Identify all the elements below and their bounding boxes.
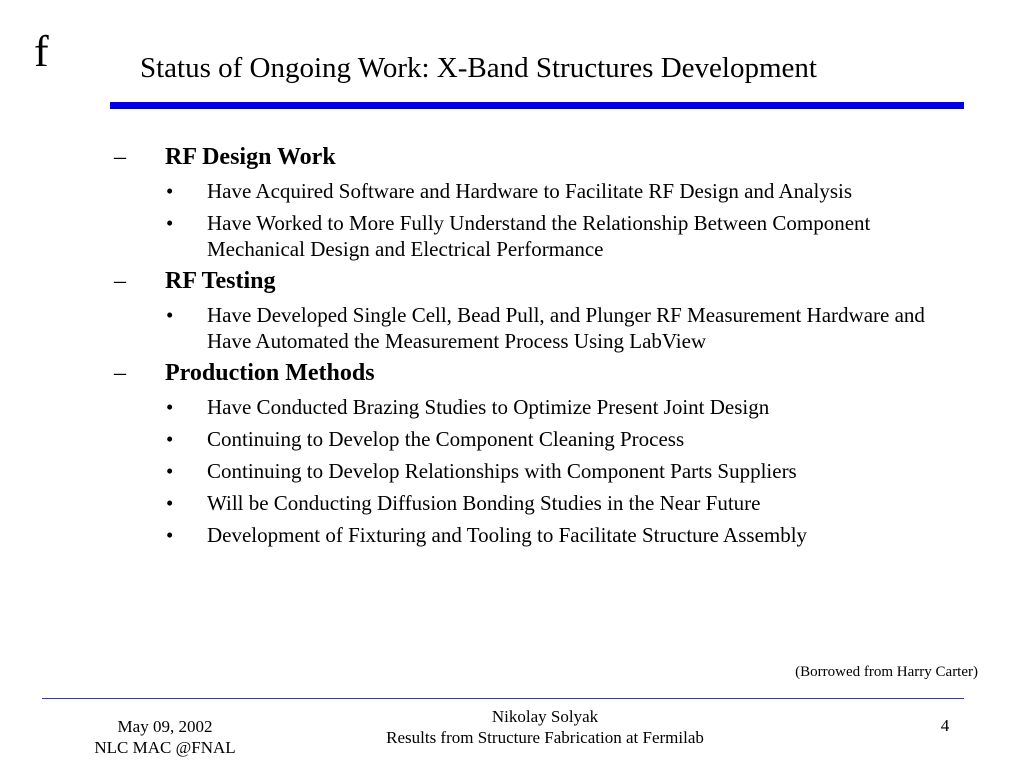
footer-center — [330, 706, 760, 748]
bullet-text: Continuing to Develop Relationships with Component Parts Suppliers — [207, 459, 797, 483]
bullet-dot: • — [166, 211, 174, 235]
section-rf-design-work — [112, 142, 972, 262]
bullet-dot: • — [166, 491, 174, 515]
bullet-item — [112, 302, 972, 354]
footer-author: Nikolay Solyak — [491, 707, 599, 726]
footer-left — [60, 716, 270, 758]
title-underline — [110, 102, 964, 109]
bullet-item — [112, 490, 972, 516]
bullet-dot: • — [166, 427, 174, 451]
bullet-dot: • — [166, 459, 174, 483]
bullet-dot: • — [166, 303, 174, 327]
footer-divider — [42, 698, 964, 699]
bullet-dot: • — [166, 523, 174, 547]
section-rf-testing — [112, 266, 972, 354]
bullet-item — [112, 458, 972, 484]
slide-title: Status of Ongoing Work: X-Band Structures Development — [140, 52, 817, 84]
bullet-item — [112, 522, 972, 548]
section-heading — [112, 358, 972, 388]
bullet-text: Continuing to Develop the Component Cleaning Process — [207, 427, 685, 451]
section-production-methods — [112, 358, 972, 548]
dash-marker: – — [114, 144, 126, 170]
bullet-item — [112, 178, 972, 204]
bullet-item — [112, 394, 972, 420]
bullet-text: Development of Fixturing and Tooling to Facilitate Structure Assembly — [207, 523, 808, 547]
bullet-dot: • — [166, 179, 174, 203]
bullet-dot: • — [166, 395, 174, 419]
section-heading — [112, 266, 972, 296]
bullet-item — [112, 210, 972, 262]
section-heading-text: RF Testing — [165, 268, 276, 294]
dash-marker: – — [114, 268, 126, 294]
slide-content — [112, 142, 972, 552]
bullet-text: Have Conducted Brazing Studies to Optimize Present Joint Design — [207, 395, 770, 419]
page-number: 4 — [940, 716, 950, 735]
section-heading — [112, 142, 972, 172]
dash-marker: – — [114, 360, 126, 386]
bullet-text: Have Acquired Software and Hardware to Facilitate RF Design and Analysis — [207, 179, 853, 203]
bullet-text: Have Worked to More Fully Understand the Relationship Between Component Mechanical Design and Electrical Performance — [207, 211, 871, 261]
section-heading-text: RF Design Work — [165, 144, 336, 170]
bullet-item — [112, 426, 972, 452]
footer-venue: NLC MAC @FNAL — [94, 738, 236, 757]
footer-date: May 09, 2002 — [117, 717, 213, 736]
footer-talk-title: Results from Structure Fabrication at Fermilab — [386, 728, 704, 747]
fermilab-logo: f — [34, 27, 49, 76]
section-heading-text: Production Methods — [165, 360, 375, 386]
credit-note: (Borrowed from Harry Carter) — [795, 664, 978, 680]
bullet-text: Have Developed Single Cell, Bead Pull, and Plunger RF Measurement Hardware and Have Automated the Measurement Process Using LabView — [207, 303, 925, 353]
bullet-text: Will be Conducting Diffusion Bonding Studies in the Near Future — [207, 491, 761, 515]
